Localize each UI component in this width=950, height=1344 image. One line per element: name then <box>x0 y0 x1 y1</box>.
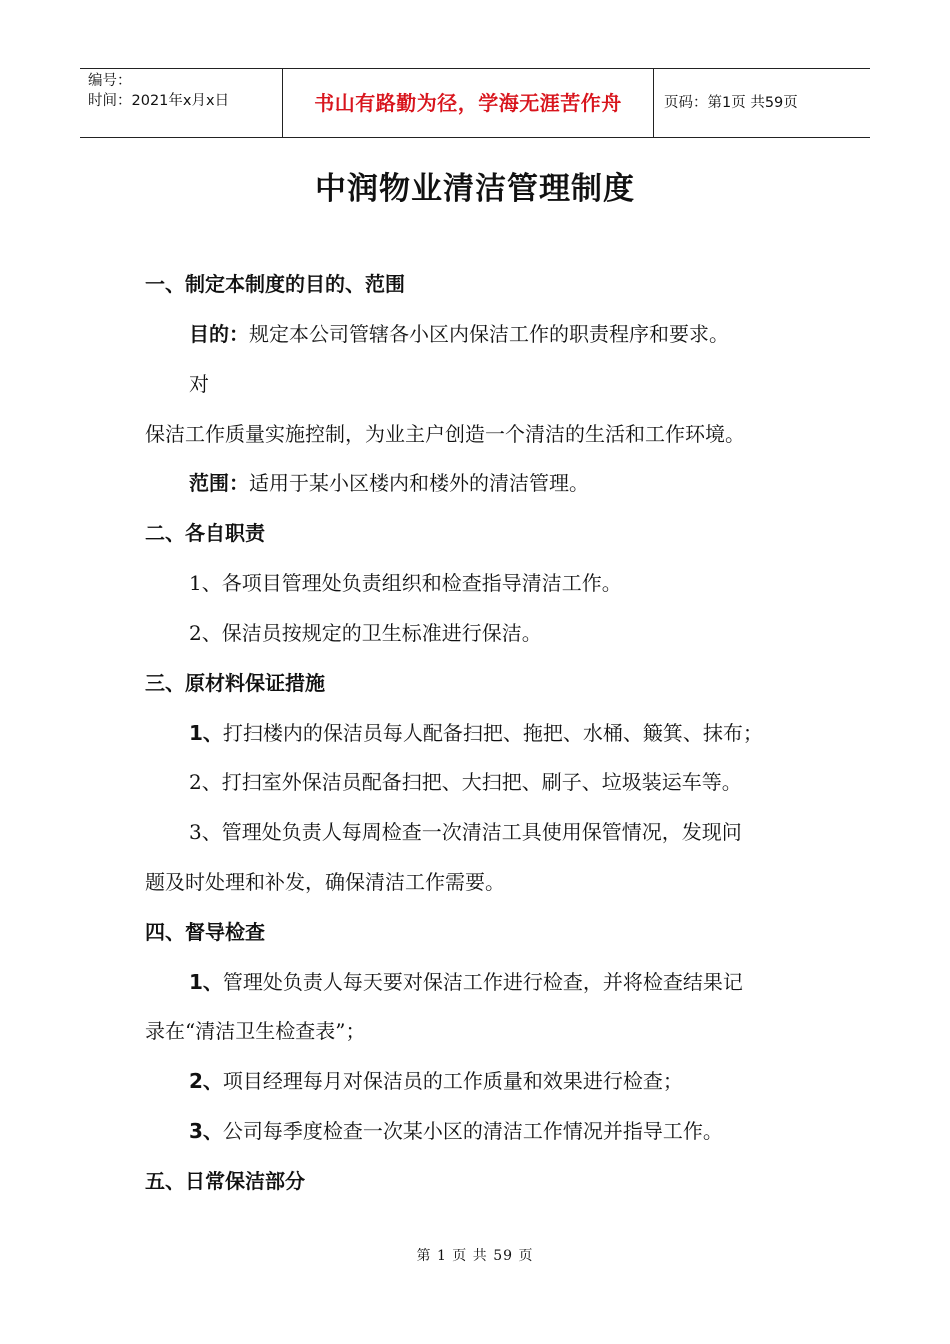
list-item-number: 1、 <box>189 721 223 745</box>
list-item-number: 3、 <box>189 1119 223 1143</box>
section-heading-4: 四、督导检查 <box>145 920 265 944</box>
section-heading-2: 二、各自职责 <box>145 521 265 545</box>
list-item: 3、管理处负责人每周检查一次清洁工具使用保管情况，发现问 <box>189 820 742 844</box>
page-footer: 第 1 页 共 59 页 <box>416 1248 534 1264</box>
document-date: 时间：2021年x月x日 <box>88 93 230 109</box>
page-header <box>80 68 870 138</box>
scope-paragraph <box>189 469 589 497</box>
purpose-fragment: 对 <box>189 372 209 396</box>
document-number-label: 编号： <box>88 73 132 89</box>
section-heading-3: 三、原材料保证措施 <box>145 671 325 695</box>
purpose-paragraph <box>189 320 729 348</box>
list-item <box>189 719 763 747</box>
section-heading-5: 五、日常保洁部分 <box>145 1169 305 1193</box>
purpose-text: 规定本公司管辖各小区内保洁工作的职责程序和要求。 <box>249 322 729 346</box>
scope-label: 范围： <box>189 471 249 495</box>
list-item <box>189 1067 683 1095</box>
list-item-continuation: 录在“清洁卫生检查表”； <box>145 1019 366 1043</box>
list-item-number: 2、 <box>189 1069 223 1093</box>
list-item <box>189 1117 723 1145</box>
purpose-label: 目的： <box>189 322 249 346</box>
header-motto: 书山有路勤为径，学海无涯苦作舟 <box>282 69 654 137</box>
list-item-continuation: 题及时处理和补发，确保清洁工作需要。 <box>145 870 505 894</box>
list-item-text: 打扫楼内的保洁员每人配备扫把、拖把、水桶、簸箕、抹布； <box>222 721 763 745</box>
list-item-text: 项目经理每月对保洁员的工作质量和效果进行检查； <box>222 1069 683 1093</box>
scope-text: 适用于某小区楼内和楼外的清洁管理。 <box>249 471 589 495</box>
list-item-number: 1、 <box>189 970 223 994</box>
list-item-text: 公司每季度检查一次某小区的清洁工作情况并指导工作。 <box>222 1119 723 1143</box>
header-page-info: 页码：第1页 共59页 <box>664 95 798 111</box>
section-heading-1: 一、制定本制度的目的、范围 <box>145 272 405 296</box>
list-item <box>189 968 743 996</box>
document-title: 中润物业清洁管理制度 <box>315 171 635 207</box>
list-item: 1、各项目管理处负责组织和检查指导清洁工作。 <box>189 571 622 595</box>
header-meta <box>80 69 282 137</box>
purpose-continuation: 保洁工作质量实施控制，为业主户创造一个清洁的生活和工作环境。 <box>145 422 745 446</box>
list-item-text: 管理处负责人每天要对保洁工作进行检查，并将检查结果记 <box>222 970 743 994</box>
list-item: 2、保洁员按规定的卫生标准进行保洁。 <box>189 621 542 645</box>
list-item: 2、打扫室外保洁员配备扫把、大扫把、刷子、垃圾装运车等。 <box>189 770 742 794</box>
